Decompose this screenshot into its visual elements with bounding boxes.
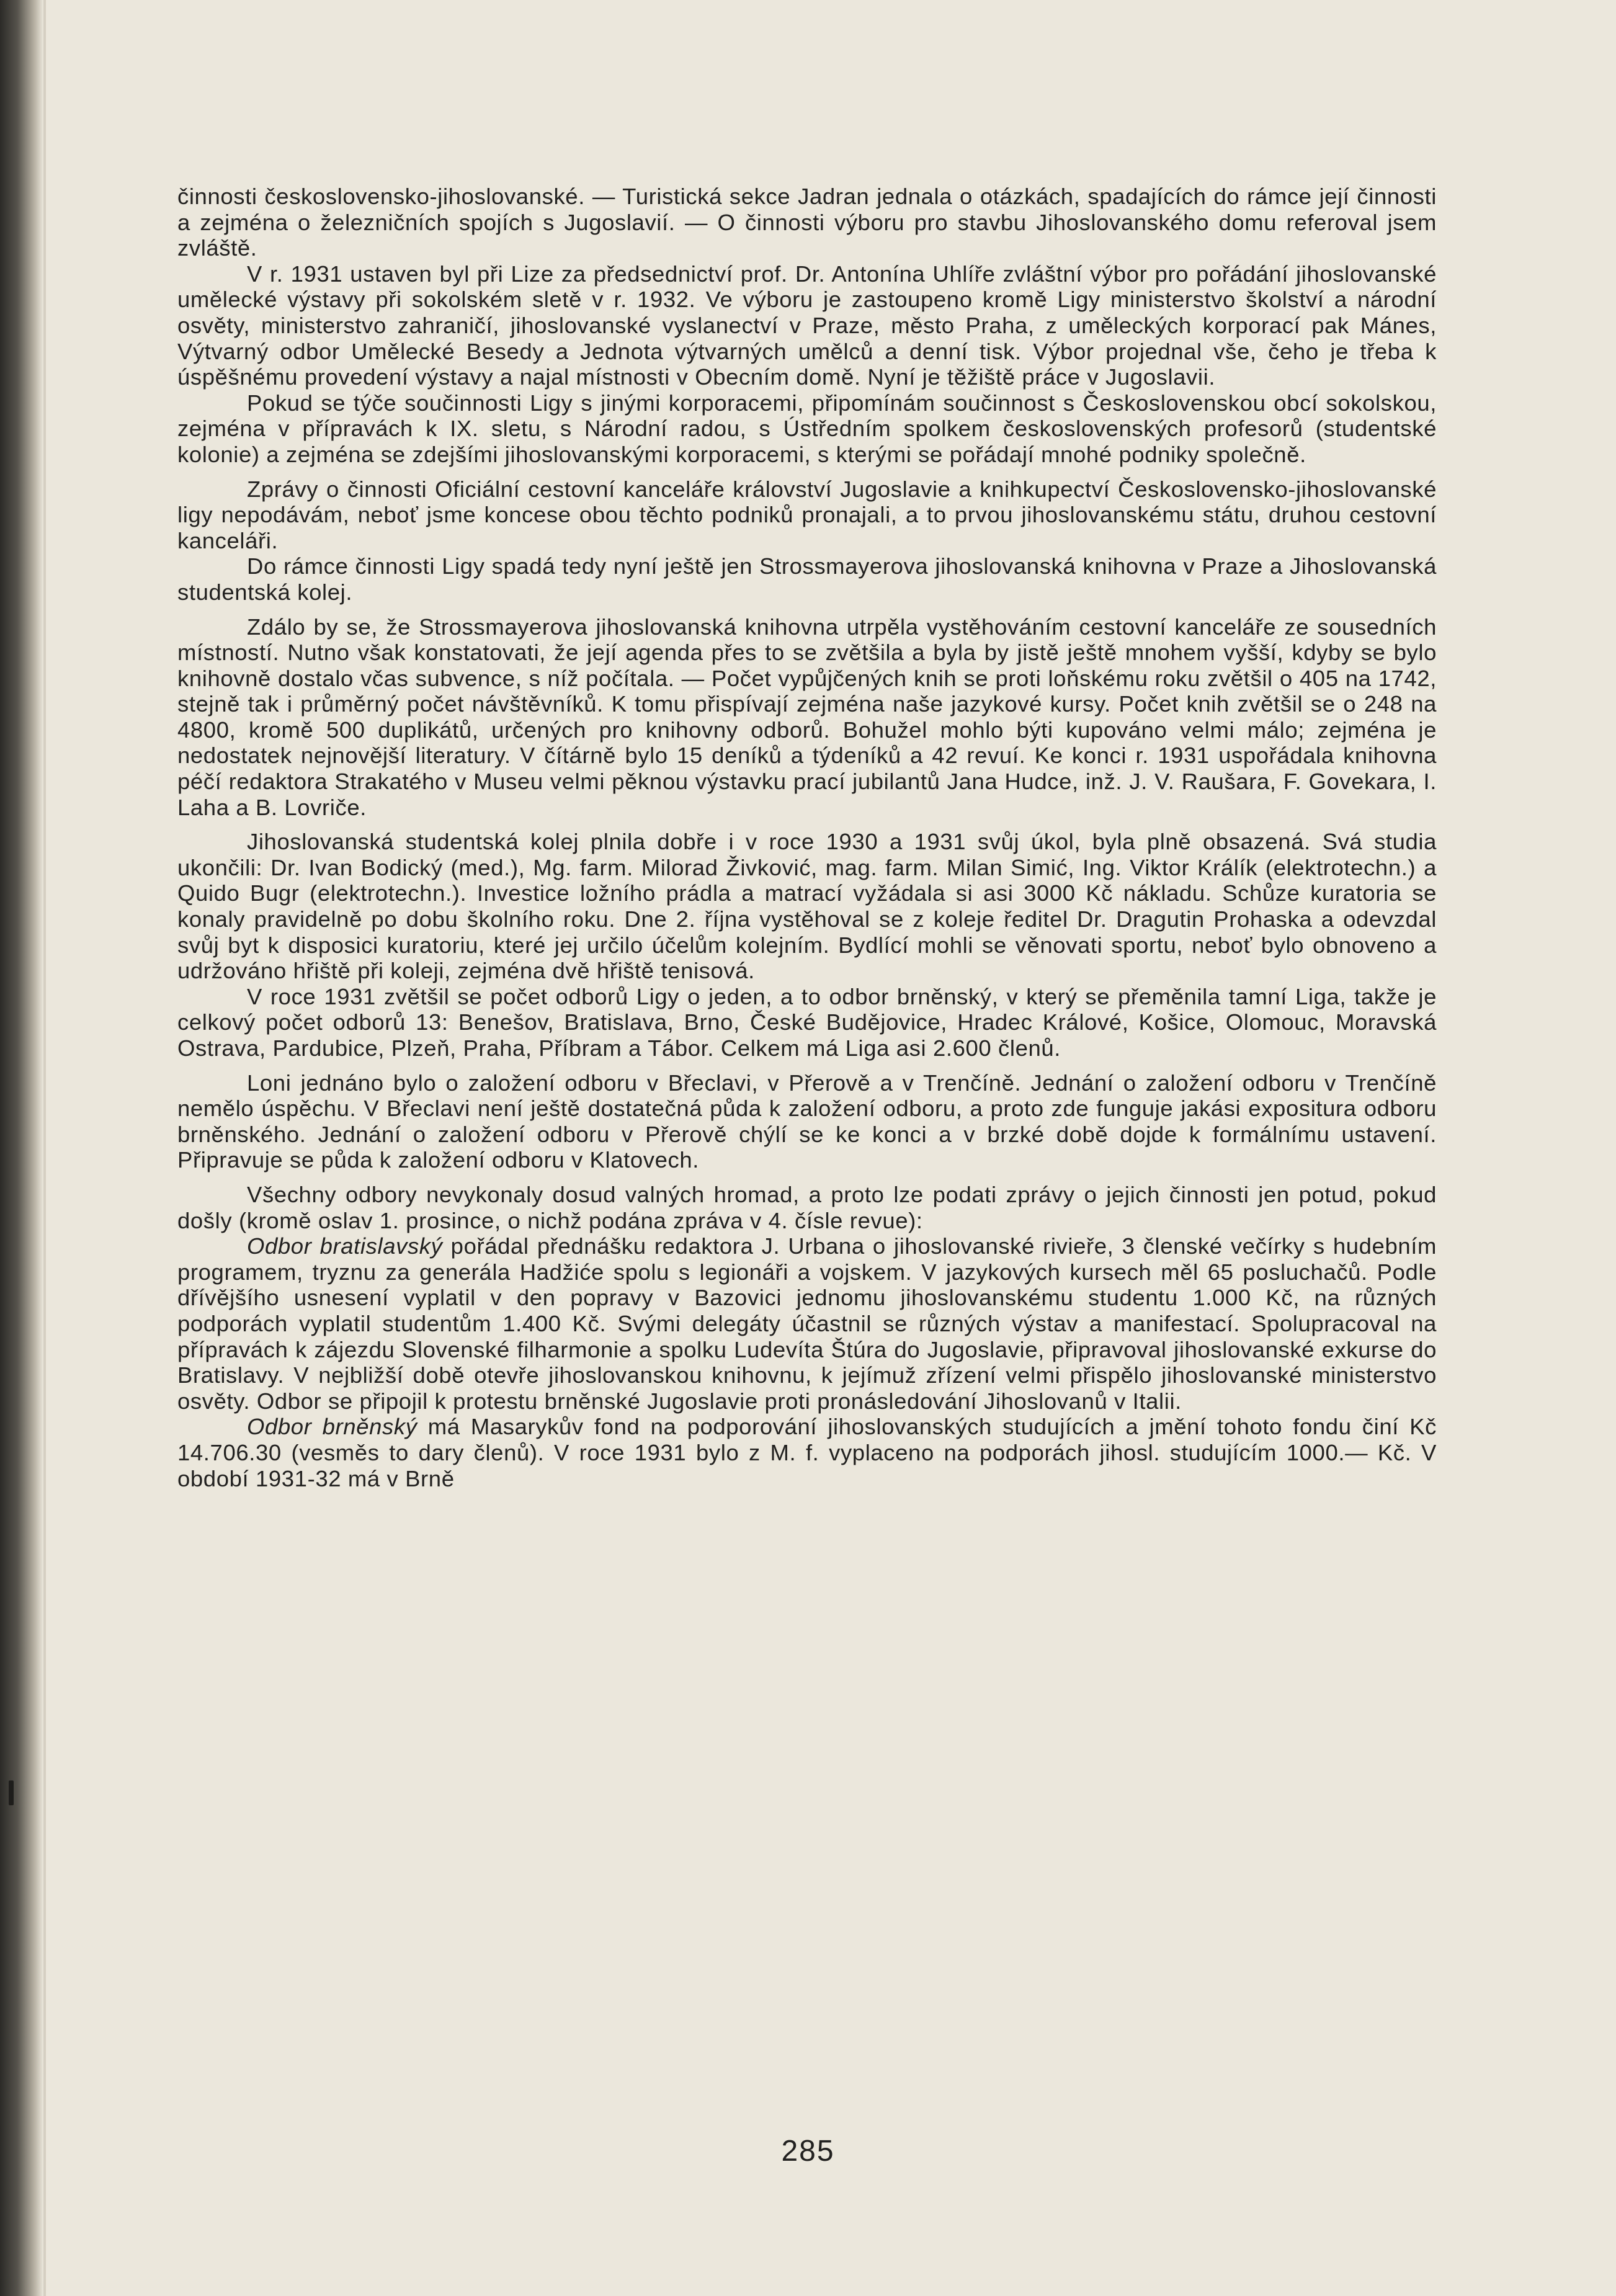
paragraph-11-body: pořádal přednášku redaktora J. Urbana o jihoslovanské rivieře, 3 členské večírky s hudebním programem, tryznu za generála Hadžiće spolu s legionáři a vojskem. V jazykových kursech měl 65 posluchačů. Podle dřívějšího usnesení vyplatil v den popravy v Bazovici jednomu jihoslovanskému studentu 1.000 Kč, na různých podporách vyplatil studentům 1.400 Kč. Svými delegáty účastnil se různých výstav a manifestací. Spolupracoval na přípravách k zájezdu Slovenské filharmonie a spolku Ludevíta Štúra do Jugoslavie, připravoval jihoslovanské exkurse do Bratislavy. V nejbližší době otevře jihoslovanskou knihovnu, k jejímuž zřízení velmi přispělo jihoslovanské ministerstvo osvěty. Odbor se připojil k protestu brněnské Jugoslavie proti pronásledování Jihoslovanů v Italii. <box>177 1233 1437 1414</box>
paragraph-5: Do rámce činnosti Ligy spadá tedy nyní ještě jen Strossmayerova jihoslovanská knihovna v Praze a Jihoslovanská studentská kolej. <box>177 553 1437 605</box>
page-number: 285 <box>781 2135 835 2168</box>
paragraph-11-lead: Odbor bratislavský <box>247 1233 443 1259</box>
paragraph-3: Pokud se týče součinnosti Ligy s jinými korporacemi, připomínám součinnost s Československou obcí sokolskou, zejména v přípravách k IX. sletu, s Národní radou, s Ústředním spolkem československých profesorů (studentské kolonie) a zejména se zdejšími jihoslovanskými korporacemi, s kterými se pořádají mnohé podniky společně. <box>177 390 1437 467</box>
book-binding-shadow <box>0 0 43 2296</box>
paragraph-1: činnosti československo-jihoslovanské. — Turistická sekce Jadran jednala o otázkách, spadajících do rámce její činnosti a zejména o železničních spojích s Jugoslavií. — O činnosti výboru pro stavbu Jihoslovanského domu referoval jsem zvláště. <box>177 184 1437 261</box>
paragraph-12-lead: Odbor brněnský <box>247 1414 417 1440</box>
paragraph-8: V roce 1931 zvětšil se počet odborů Ligy o jeden, a to odbor brněnský, v který se přeměnila tamní Liga, takže je celkový počet odborů 13: Benešov, Bratislava, Brno, České Budějovice, Hradec Králové, Košice, Olomouc, Moravská Ostrava, Pardubice, Plzeň, Praha, Příbram a Tábor. Celkem má Liga asi 2.600 členů. <box>177 983 1437 1061</box>
paragraph-12 <box>177 1414 1437 1491</box>
paragraph-12-body: má Masarykův fond na podporování jihoslovanských studujících a jmění tohoto fondu činí Kč 14.706.30 (vesměs to dary členů). V roce 1931 bylo z M. f. vyplaceno na podporách jihosl. studujícím 1000.— Kč. V období 1931-32 má v Brně <box>177 1414 1437 1491</box>
paragraph-6: Zdálo by se, že Strossmayerova jihoslovanská knihovna utrpěla vystěhováním cestovní kanceláře ze sousedních místností. Nutno však konstatovati, že její agenda přes to se zvětšila a byla by jistě ještě mnohem vyšší, kdyby se bylo knihovně dostalo včas subvence, s níž počítala. — Počet vypůjčených knih se proti loňskému roku zvětšil o 405 na 1742, stejně tak i průměrný počet návštěvníků. K tomu přispívají zejména naše jazykové kursy. Počet knih zvětšil se o 248 na 4800, kromě 500 duplikátů, určených pro knihovny odborů. Bohužel mohlo býti kupováno velmi málo; zejména je nedostatek nejnovější literatury. V čítárně bylo 15 deníků a týdeníků a 42 revuí. Ke konci r. 1931 uspořádala knihovna péčí redaktora Strakatého v Museu velmi pěknou výstavku prací jubilantů Jana Hudce, inž. J. V. Raušara, F. Govekara, I. Laha a B. Lovriče. <box>177 614 1437 820</box>
paragraph-9: Loni jednáno bylo o založení odboru v Břeclavi, v Přerově a v Trenčíně. Jednání o založení odboru v Trenčíně nemělo úspěchu. V Břeclavi není ještě dostatečná půda k založení odboru, a proto zde funguje jakási expositura odboru brněnského. Jednání o založení odboru v Přerově chýlí se ke konci a v brzké době dojde k formálnímu ustavení. Připravuje se půda k založení odboru v Klatovech. <box>177 1070 1437 1173</box>
paragraph-11 <box>177 1233 1437 1414</box>
body-text <box>177 184 1437 1491</box>
margin-ink-mark <box>9 1780 14 1805</box>
paragraph-10: Všechny odbory nevykonaly dosud valných hromad, a proto lze podati zprávy o jejich činnosti jen potud, pokud došly (kromě oslav 1. prosince, o nichž podána zpráva v 4. čísle revue): <box>177 1181 1437 1233</box>
book-binding-edge <box>43 0 46 2296</box>
paragraph-7: Jihoslovanská studentská kolej plnila dobře i v roce 1930 a 1931 svůj úkol, byla plně obsazená. Svá studia ukončili: Dr. Ivan Bodický (med.), Mg. farm. Milorad Živković, mag. farm. Milan Simić, Ing. Viktor Králík (elektrotechn.) a Quido Bugr (elektrotechn.). Investice ložního prádla a matrací vyžádala si asi 3000 Kč nákladu. Schůze kuratoria se konaly pravidelně po dobu školního roku. Dne 2. října vystěhoval se z koleje ředitel Dr. Dragutin Prohaska a odevzdal svůj byt k disposici kuratoriu, které jej určilo účelům kolejním. Bydlící mohli se věnovati sportu, neboť bylo obnoveno a udržováno hřiště při koleji, zejména dvě hřiště tenisová. <box>177 829 1437 984</box>
paragraph-2: V r. 1931 ustaven byl při Lize za předsednictví prof. Dr. Antonína Uhlíře zvláštní výbor pro pořádání jihoslovanské umělecké výstavy při sokolském sletě v r. 1932. Ve výboru je zastoupeno kromě Ligy ministerstvo školství a národní osvěty, ministerstvo zahraničí, jihoslovanské vyslanectví v Praze, město Praha, z uměleckých korporací pak Mánes, Výtvarný odbor Umělecké Besedy a Jednota výtvarných umělců a denní tisk. Výbor projednal vše, čeho je třeba k úspěšnému provedení výstavy a najal místnosti v Obecním domě. Nyní je těžiště práce v Jugoslavii. <box>177 261 1437 390</box>
paragraph-4: Zprávy o činnosti Oficiální cestovní kanceláře království Jugoslavie a knihkupectví Československo-jihoslovanské ligy nepodávám, neboť jsme koncese obou těchto podniků pronajali, a to prvou jihoslovanskému státu, druhou cestovní kanceláři. <box>177 476 1437 553</box>
